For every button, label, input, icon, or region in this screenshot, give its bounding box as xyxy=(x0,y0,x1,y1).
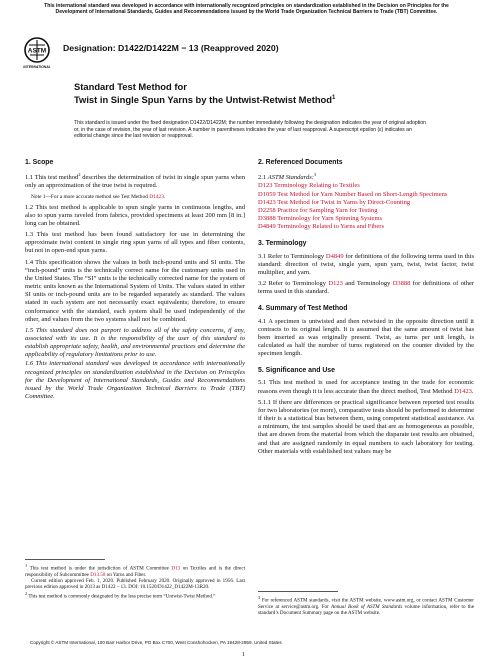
link-d13-58[interactable]: D13.58 xyxy=(90,571,106,578)
footnote-divider-right xyxy=(258,591,338,592)
ref-item[interactable] xyxy=(258,215,474,223)
scope-1-4: 1.4 This specification shows the values in both inch-pound units and SI units. The “inch-pound” units is the technically correct name for the customary units used in the United States. The “SI” units is the technically corrected name for the system of metric units known as the International System of Units. The values stated in either SI units or inch-pound units are to be regarded separately as standard. The values stated in each system are not necessarily exact equivalents; therefore, to ensure conformance with the standard, each system shall be used independently of the other, and values from the two systems shall not be combined. xyxy=(25,258,245,323)
footnotes-left xyxy=(25,563,245,599)
terminology-3-2: 3.2 Refer to Terminology D123 and Terminology D3888 for definitions of other terms used in this standard. xyxy=(258,280,474,296)
ref-item[interactable] xyxy=(258,223,474,231)
ref-item[interactable] xyxy=(258,191,474,199)
ref-item[interactable] xyxy=(258,182,474,190)
left-column xyxy=(25,159,245,401)
ref-title[interactable]: Terminology Related to Yarns and Fibers xyxy=(277,223,385,231)
link-d1423[interactable]: D1423 xyxy=(149,193,164,200)
astm-logo-icon xyxy=(22,36,52,70)
ref-title[interactable]: Practice for Sampling Yarn for Testing xyxy=(277,206,378,214)
ref-code[interactable]: D3888 xyxy=(258,215,276,223)
wto-notice: This international standard was developed in accordance with internationally recognized principles on standardization established in the Decision on Principles for the Development of International Standards, Guides and Recommendations issued by the World Trade Organization Technical Barriers to Trade (TBT) Committee. xyxy=(44,3,449,16)
referenced-documents-list xyxy=(258,182,474,231)
summary-heading: 4. Summary of Test Method xyxy=(258,305,348,313)
significance-5-1: 5.1 This test method is used for acceptance testing in the trade for economic reasons even though it is less accurate than the direct method, Test Method D1423. xyxy=(258,379,474,395)
footnote-2: $^2$ This test method is commonly designated by the less precise term “Untwist-Twist Method.” xyxy=(25,590,216,600)
scope-1-5: 1.5 This standard does not purport to address all of the safety concerns, if any, associated with its use. It is the responsibility of the user of this standard to establish appropriate safety, health, and environmental practices and determine the applicability of regulatory limitations prior to use. xyxy=(25,326,245,359)
ref-code[interactable]: D1423 xyxy=(258,198,276,206)
link-d123[interactable]: D123 xyxy=(328,280,343,288)
significance-5-1-1: 5.1.1 If there are differences or practical significance between reported test results for two laboratories (or more), comparative tests should be performed to determine if their is a statistical bias between them, using competent statistical assistance. As a minimum, the test samples should be used that are as homogeneous as possible, that are drawn from the material from which the disparate test results are obtained, and that are assigned randomly in equal numbers to each laboratory for testing. Other materials with established test values may be xyxy=(258,398,474,455)
issuance-statement: This standard is issued under the fixed designation D1422/D1422M; the number immediately following the designation indicates the year of original adoption or, in the case of revision, the year of last revision. A number in parentheses indicates the year of last reapproval. A superscript epsilon (ε) indicates an editorial change since the last revision or reapproval. xyxy=(74,120,426,140)
ref-title[interactable]: Terminology Relating to Textiles xyxy=(273,182,360,190)
right-column xyxy=(258,159,474,456)
astm-standards-label: 2.1 ASTM Standards:$^3$ xyxy=(258,172,317,182)
summary-4-1: 4.1 A specimen is untwisted and then retwisted in the opposite direction until it contracts to its original length. It is assumed that the same amount of twist has been inserted as was originally present. Twist, as turns per unit length, is calculated as half the number of turns registered on the counter divided by the specimen length. xyxy=(258,317,474,358)
title-line-1: Standard Test Method for xyxy=(74,81,187,92)
footnote-divider-left xyxy=(25,559,105,560)
link-d4849[interactable]: D4849 xyxy=(325,252,344,260)
page-number: 1 xyxy=(242,652,245,658)
ref-item[interactable] xyxy=(258,207,474,215)
note-1: Note 1—For a more accurate method see Test Method D1423. xyxy=(31,193,166,200)
ref-title[interactable]: Test Method for Twist in Yarns by Direct-Counting xyxy=(277,198,411,206)
terminology-heading: 3. Terminology xyxy=(258,240,307,248)
ref-code[interactable]: D123 xyxy=(258,182,273,190)
ref-item[interactable] xyxy=(258,199,474,207)
astm-logo xyxy=(22,36,52,75)
ref-title[interactable]: Test Method for Yarn Number Based on Short-Length Specimens xyxy=(277,190,448,198)
terminology-3-1: 3.1 Refer to Terminology D4849 for definitions of the following terms used in this standard: direction of twist, single yarn, spun yarn, twist, twist factor, twist multiplier, and yarn. xyxy=(258,252,474,276)
link-d3888[interactable]: D3888 xyxy=(392,280,411,288)
ref-code[interactable]: D1059 xyxy=(258,190,276,198)
ref-title[interactable]: Terminology for Yarn Spinning Systems xyxy=(277,215,383,223)
title-line-2: Twist in Single Spun Yarns by the Untwist-Retwist Method$^1$ xyxy=(74,93,336,105)
link-d1423-2[interactable]: D1423 xyxy=(454,387,472,395)
significance-heading: 5. Significance and Use xyxy=(258,367,335,375)
scope-heading: 1. Scope xyxy=(25,159,54,166)
scope-1-2: 1.2 This test method is applicable to spun single yarns in continuous lengths, and also to spun yarns raveled from fabrics, provided specimens at least 200 mm [8 in.] long can be obtained. xyxy=(25,203,245,227)
scope-1-3: 1.3 This test method has been found satisfactory for use in determining the approximate twist content in single ring spun yarns of all types and fiber contents, but not in open-end spun yarns. xyxy=(25,231,245,255)
document-title xyxy=(74,81,454,105)
footnote-1-edition: Current edition approved Feb. 1, 2020. Published February 2020. Originally approved in 1956. Last previous edition approved in 2013 as D1422 – 13. DOI: 10.1520/D1422_D1422M-13R20. xyxy=(25,578,245,591)
refdocs-heading: 2. Referenced Documents xyxy=(258,159,343,166)
footnote-1: $^1$ This test method is under the jurisdiction of ASTM Committee D13 on Textiles and is the direct responsibility of Subcommittee D13.58 on Yarns and Fiber. xyxy=(25,563,245,578)
ref-code[interactable]: D4849 xyxy=(258,223,276,231)
ref-code[interactable]: D2258 xyxy=(258,206,276,214)
designation: Designation: D1422/D1422M − 13 (Reapproved 2020) xyxy=(63,43,279,53)
scope-1-1: 1.1 This test method$^2$ describes the determination of twist in single spun yarns when only an approximation of the true twist is required. xyxy=(25,172,245,190)
link-d13[interactable]: D13 xyxy=(171,565,181,572)
footnote-3: $^3$ For referenced ASTM standards, visit the ASTM website, www.astm.org, or contact ASTM Customer Service at service@astm.org. For Annual Book of ASTM Standards volume information, refer to the standard’s Document Summary page on the ASTM website. xyxy=(258,595,475,617)
copyright-line: Copyright © ASTM International, 100 Barr Harbor Drive, PO Box C700, West Conshohocken, PA 19428-2959. United States xyxy=(30,640,282,645)
scope-1-6: 1.6 This international standard was developed in accordance with internationally recognized principles on standardization established in the Decision on Principles for the Development of International Standards, Guides and Recommendations issued by the World Trade Organization Technical Barriers to Trade (TBT) Committee. xyxy=(25,360,245,401)
svg-text:ASTM: ASTM xyxy=(27,47,47,55)
svg-text:INTERNATIONAL: INTERNATIONAL xyxy=(23,65,51,69)
